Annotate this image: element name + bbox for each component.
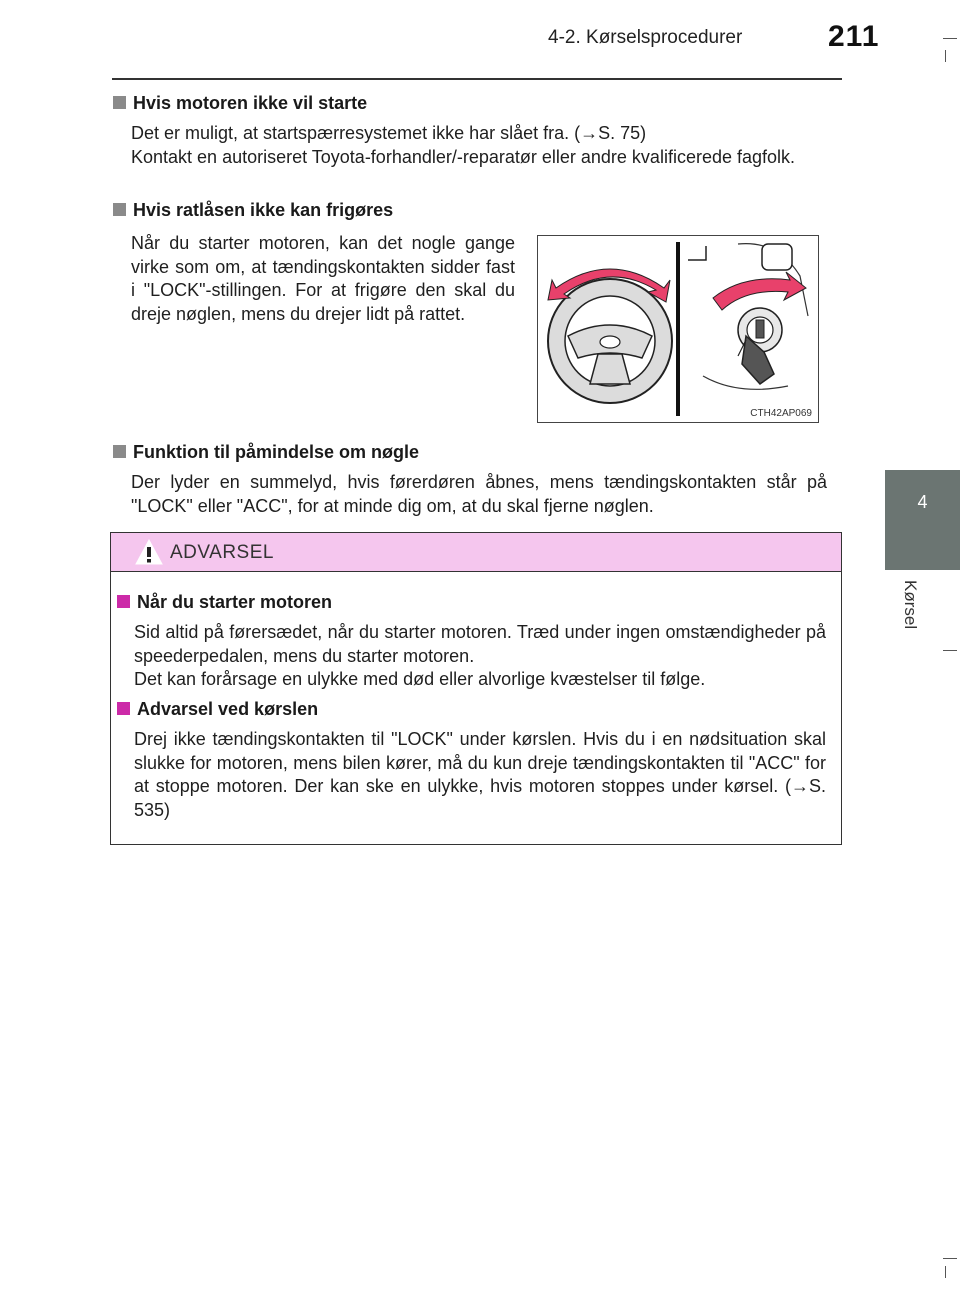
warning-item-heading (117, 699, 318, 720)
square-bullet-icon (113, 96, 126, 109)
warning-box (110, 532, 842, 845)
body-line: Kontakt en autoriseret Toyota-forhandler/-reparatør eller andre kvalificerede fagfolk. (131, 146, 796, 167)
crop-tick (945, 50, 946, 62)
section-body (131, 471, 827, 518)
section-heading-text: Hvis motoren ikke vil starte (133, 93, 368, 113)
figure-code: CTH42AP069 (750, 408, 812, 419)
square-bullet-icon (113, 203, 126, 216)
chapter-label (882, 580, 922, 660)
steering-lock-illustration (537, 235, 819, 423)
warning-item-heading-text: Advarsel ved kørslen (137, 699, 319, 719)
chapter-tab (885, 470, 960, 570)
body-line: Når du starter motoren, kan det nogle gange virke som om, at tændingskontakten sidder fast i "LOCK"-stillingen. For at frigøre den skal du dreje nøglen, mens du drejer lidt på rattet. (131, 233, 515, 324)
warning-item-heading-text: Når du starter motoren (137, 592, 333, 612)
warning-triangle-icon (135, 539, 163, 565)
warning-title: ADVARSEL (170, 542, 274, 563)
section-heading (113, 200, 393, 221)
crop-tick (945, 1266, 946, 1278)
section-title: 4-2. Kørselsprocedurer (548, 27, 743, 48)
page-number: 211 (828, 20, 880, 53)
body-line: Det er muligt, at startspærresystemet ikke har slået fra. (→S. 75) (131, 123, 647, 143)
warning-line: Det kan forårsage en ulykke med død eller alvorlige kvæstelser til følge. (134, 669, 706, 689)
body-line: Der lyder en summelyd, hvis førerdøren åbnes, mens tændingskontakten står på "LOCK" eller "ACC", for at minde dig om, at du skal fjerne nøglen. (131, 472, 827, 516)
steering-wheel-key-drawing (538, 236, 818, 422)
header-rule (112, 78, 842, 80)
warning-header (111, 533, 841, 572)
section-body (131, 122, 827, 169)
section-heading (113, 442, 419, 463)
section-heading-text: Hvis ratlåsen ikke kan frigøres (133, 200, 394, 220)
warning-item-body (134, 728, 826, 822)
warning-line: Sid altid på førersædet, når du starter motoren. Træd under ingen omstændigheder på speederpedalen, mens du starter motoren. (134, 622, 826, 666)
square-bullet-icon (117, 702, 130, 715)
section-body (131, 232, 515, 326)
section-heading-text: Funktion til påmindelse om nøgle (133, 442, 420, 462)
warning-item-body (134, 621, 826, 692)
section-heading (113, 93, 367, 114)
crop-tick (943, 650, 957, 651)
warning-item-heading (117, 592, 332, 613)
square-bullet-icon (113, 445, 126, 458)
warning-line: Drej ikke tændingskontakten til "LOCK" under kørslen. Hvis du i en nødsituation skal slukke for motoren, mens bilen kører, må du kun dreje tændingskontakten til "ACC" for at stoppe motoren. Der kan ske en ulykke, hvis motoren stoppes under kørsel. (→S. 535) (134, 729, 826, 820)
square-bullet-icon (117, 595, 130, 608)
chapter-label-text: Kørsel (901, 580, 920, 630)
crop-tick (943, 1258, 957, 1259)
crop-tick (943, 38, 957, 39)
chapter-number: 4 (917, 492, 928, 512)
